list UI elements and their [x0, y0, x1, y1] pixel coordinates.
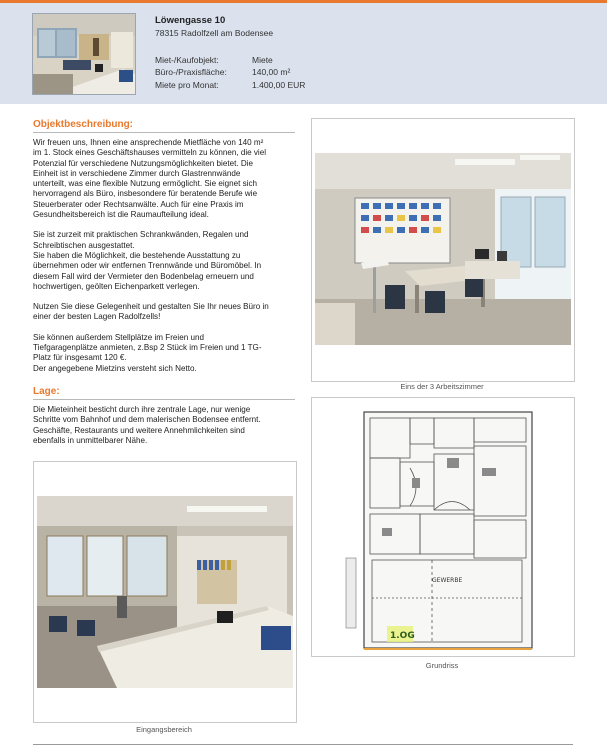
text-line: Der angegebene Mietzins versteht sich Netto. — [33, 363, 197, 373]
text-line: Einheit ist in verschiedene Zimmer durch Glastrennwände — [33, 168, 241, 178]
fact-value: Miete — [252, 55, 273, 65]
floorplan-drawing — [312, 398, 574, 656]
entrance-photo — [34, 462, 296, 722]
location-heading-rule — [33, 399, 295, 400]
entrance-photo-frame — [33, 461, 297, 723]
text-line: Sie ist zurzeit mit praktischen Schrankwänden, Regalen und — [33, 230, 249, 240]
fact-row-area — [155, 67, 291, 77]
bottom-rule — [33, 744, 573, 745]
address-street: Löwengasse 10 — [155, 15, 226, 26]
floorplan-caption: Grundriss — [425, 661, 459, 670]
text-line: Nutzen Sie diese Gelegenheit und gestalten Sie Ihr neues Büro in — [33, 302, 269, 312]
workroom-photo — [312, 119, 574, 381]
workroom-caption: Eins der 3 Arbeitszimmer — [400, 382, 484, 391]
description-text — [33, 138, 298, 374]
text-line: Sie haben die Möglichkeit, die bestehende Ausstattung zu — [33, 250, 241, 260]
fact-value: 140,00 m² — [252, 67, 291, 77]
fact-row-rent — [155, 80, 306, 90]
text-line: Schreibtischen ausgestattet. — [33, 240, 135, 250]
floorplan-room-label: GEWERBE — [432, 577, 463, 584]
text-line: im 1. Stock eines Geschäftshauses vermitteln zu können, die viel — [33, 148, 267, 158]
workroom-photo-frame — [311, 118, 575, 382]
text-line: übernehmen oder wir entfernen Trennwände und Büromöbel. In — [33, 261, 262, 271]
text-line: Platz für insgesamt 120 €. — [33, 353, 127, 363]
text-line: hochwertigen, geölten Eichenparkett verlegen. — [33, 281, 200, 291]
location-text — [33, 405, 298, 446]
fact-label: Miete pro Monat: — [155, 80, 219, 90]
location-heading: Lage: — [33, 386, 60, 397]
text-line: unterteilt, was eine flexible Nutzung ermöglicht. Sie eignet sich — [33, 179, 258, 189]
floorplan-floor-label: 1.OG — [390, 631, 415, 641]
header-panel — [0, 3, 607, 104]
fact-label: Miet-/Kaufobjekt: — [155, 55, 219, 65]
text-line: Tiefgaragenplätze anmieten, z.Bsp 2 Stück im Freien und 1 TG- — [33, 343, 262, 353]
fact-row-type — [155, 55, 273, 65]
fact-label: Büro-/Praxisfläche: — [155, 67, 227, 77]
text-line: einer der besten Lagen Radolfzells! — [33, 312, 161, 322]
text-line: Die Mieteinheit besticht durch ihre zentrale Lage, nur wenige — [33, 405, 251, 414]
text-line: Schritte vom Bahnhof und dem malerischen Bodensee entfernt. — [33, 415, 261, 425]
property-thumbnail — [32, 13, 136, 95]
text-line: Gesundheitsbereich ist die Raumaufteilung ideal. — [33, 210, 209, 220]
entrance-caption: Eingangsbereich — [136, 725, 192, 734]
text-line: Sie können außerdem Stellplätze im Freien und — [33, 332, 204, 342]
text-line: hervorragend als Büro, insbesondere für beratende Berufe wie — [33, 189, 258, 199]
description-heading: Objektbeschreibung: — [33, 119, 134, 130]
fact-value: 1.400,00 EUR — [252, 80, 306, 90]
text-line: diesem Fall wird der Vermieter den Bodenbelag erneuern und — [33, 271, 254, 281]
text-line: Wir freuen uns, Ihnen eine ansprechende Mietfläche von 140 m² — [33, 138, 264, 147]
text-line: Steuerberater oder Rechtsanwälte. Auch für eine Praxis im — [33, 199, 244, 209]
text-line: Potenzial für verschiedene Nutzungsmöglichkeiten bietet. Die — [33, 158, 254, 168]
text-line: Geschäfte, Restaurants und weitere Annehmlichkeiten sind — [33, 425, 245, 435]
floorplan-frame — [311, 397, 575, 657]
description-heading-rule — [33, 132, 295, 133]
text-line: ebenfalls in unmittelbarer Nähe. — [33, 435, 148, 445]
address-city: 78315 Radolfzell am Bodensee — [155, 28, 274, 38]
